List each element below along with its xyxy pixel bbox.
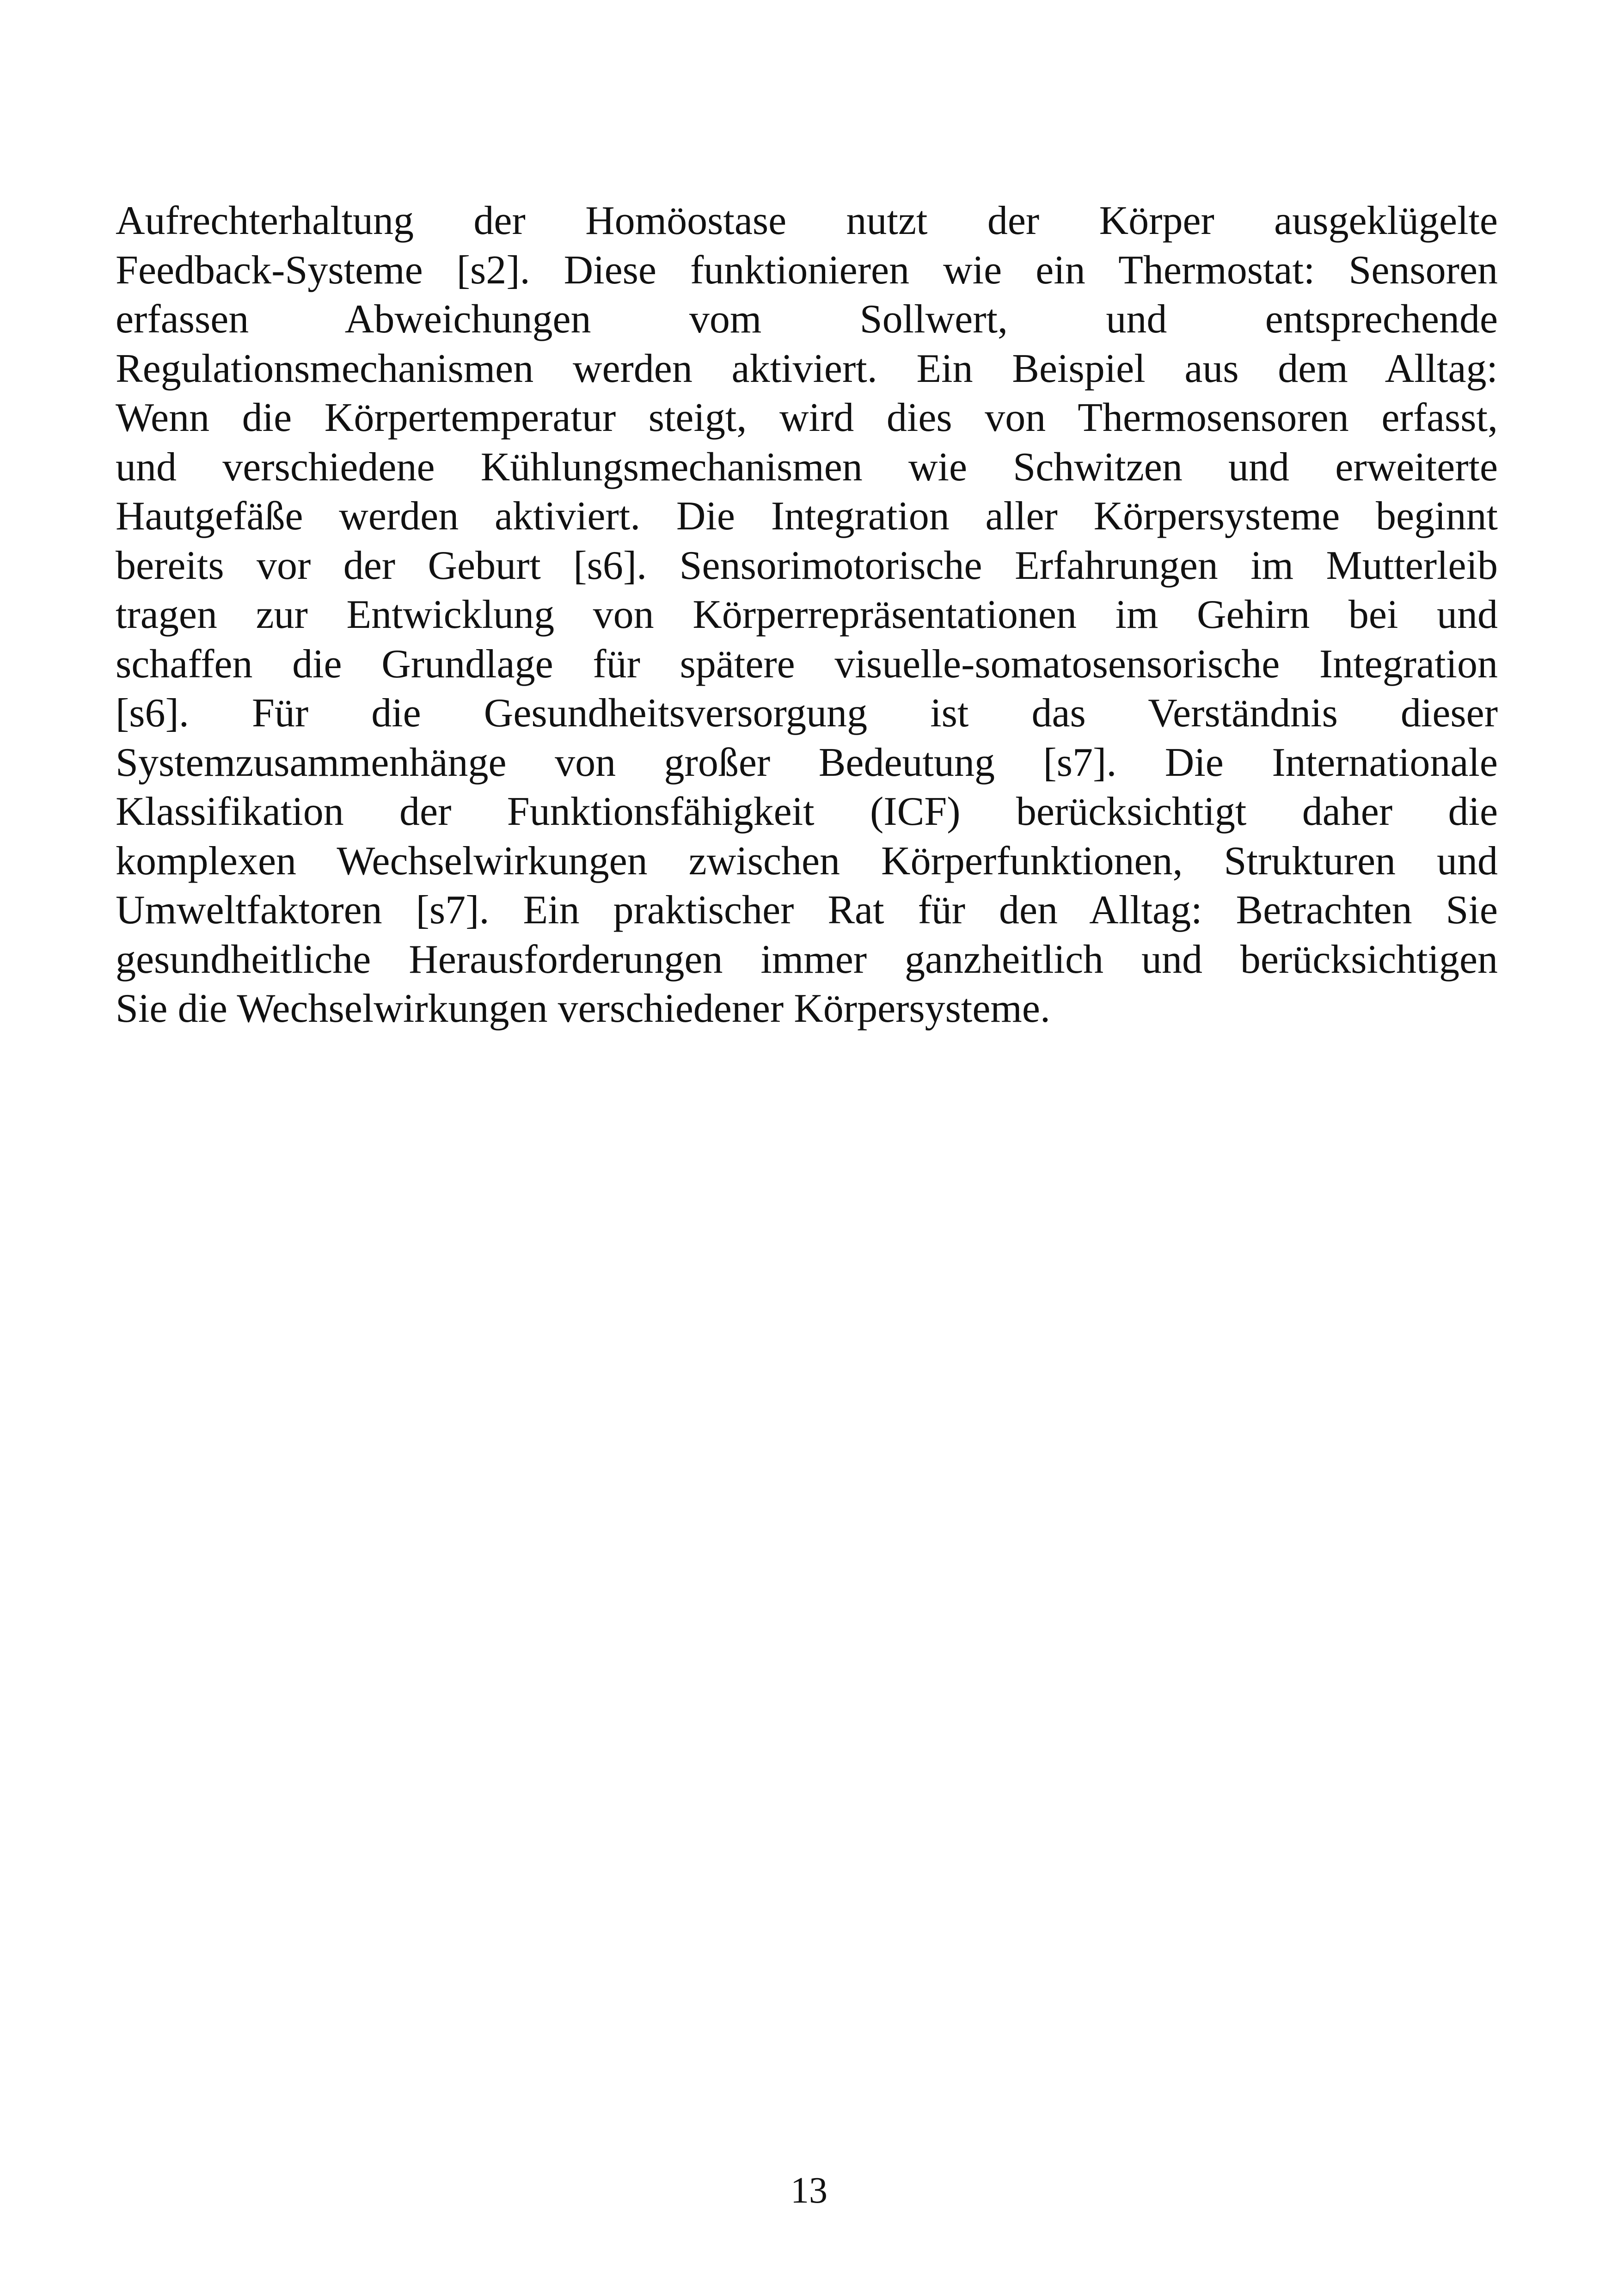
paragraph-line: Aufrechterhaltung der Homöostase nutzt der Körper ausgeklügelte [116,198,1498,243]
paragraph-line: und verschiedene Kühlungsmechanismen wie Schwitzen und erweiterte [116,444,1498,490]
paragraph-line: komplexen Wechselwirkungen zwischen Körperfunktionen, Strukturen und [116,838,1498,884]
paragraph-line: gesundheitliche Herausforderungen immer ganzheitlich und berücksichtigen [116,937,1498,982]
paragraph-line: Hautgefäße werden aktiviert. Die Integration aller Körpersysteme beginnt [116,494,1498,539]
paragraph-line: Systemzusammenhänge von großer Bedeutung [s7]. Die Internationale [116,740,1498,785]
paragraph-line: Klassifikation der Funktionsfähigkeit (ICF) berücksichtigt daher die [116,789,1498,834]
paragraph-line: erfassen Abweichungen vom Sollwert, und entsprechende [116,297,1498,342]
paragraph-line: schaffen die Grundlage für spätere visuelle-somatosensorische Integration [116,641,1498,687]
paragraph-line: Wenn die Körpertemperatur steigt, wird dies von Thermosensoren erfasst, [116,395,1498,440]
paragraph-line: Feedback-Systeme [s2]. Diese funktionieren wie ein Thermostat: Sensoren [116,247,1498,293]
page-number: 13 [791,2170,827,2211]
paragraph-line: tragen zur Entwicklung von Körperrepräsentationen im Gehirn bei und [116,592,1498,637]
paragraph-line: [s6]. Für die Gesundheitsversorgung ist das Verständnis dieser [116,691,1498,736]
paragraph-line: Sie die Wechselwirkungen verschiedener Körpersysteme. [116,986,1050,1031]
paragraph-line: bereits vor der Geburt [s6]. Sensorimotorische Erfahrungen im Mutterleib [116,543,1498,588]
body-paragraph [116,196,1498,1034]
paragraph-line: Regulationsmechanismen werden aktiviert. Ein Beispiel aus dem Alltag: [116,346,1498,391]
paragraph-line: Umweltfaktoren [s7]. Ein praktischer Rat für den Alltag: Betrachten Sie [116,888,1498,933]
